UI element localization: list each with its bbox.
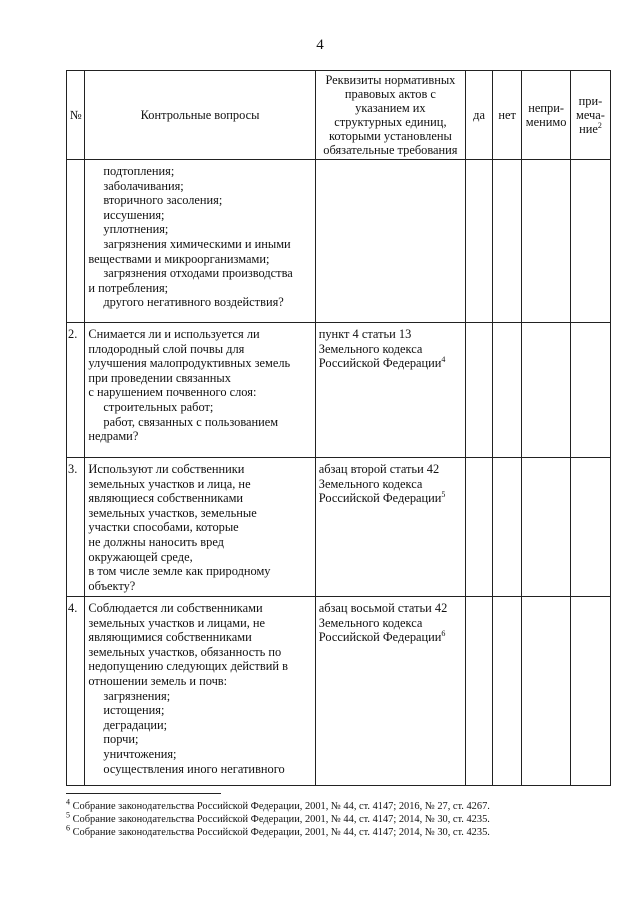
header-num: № [67, 71, 85, 160]
requisite-text: Российской Федерации [318, 630, 442, 645]
question-line: загрязнения; [103, 688, 171, 703]
answer-no-cell[interactable] [493, 597, 522, 786]
answer-no-cell[interactable] [493, 160, 522, 323]
note-cell[interactable] [570, 160, 610, 323]
header-note-line: при- [578, 94, 603, 108]
requisite-line [319, 616, 462, 631]
requisite-cell [315, 458, 465, 597]
question-line: не должны наносить вред [88, 534, 224, 549]
table-row [67, 160, 611, 323]
question-cell [85, 597, 315, 786]
question-line: объекту? [88, 578, 136, 593]
question-line: заболачивания; [103, 178, 184, 193]
requisite-text: Земельного кодекса [318, 615, 423, 630]
answer-yes-cell[interactable] [466, 458, 493, 597]
question-line: Снимается ли и используется ли [88, 327, 260, 341]
question-line: порчи; [103, 732, 139, 747]
question-line: в том числе земле как природному [88, 564, 271, 579]
question-line: плодородный слой почвы для [88, 341, 245, 356]
question-line: земельных участков, обязанность по [88, 644, 282, 659]
question-line: земельных участков и лицами, не [88, 615, 266, 630]
footnote [66, 823, 626, 839]
row-number: 3. [67, 458, 85, 597]
requisite-cell [315, 160, 465, 323]
question-line: с нарушением почвенного слоя: [88, 385, 257, 400]
footnote-text: Собрание законодательства Российской Федерации, 2001, № 44, ст. 4147; 2014, № 30, ст. 4235. [70, 827, 490, 839]
requisite-line [319, 601, 462, 616]
footnote-divider [66, 793, 221, 794]
table-row [67, 323, 611, 458]
requisite-text: абзац восьмой статьи 42 [318, 601, 448, 615]
question-line: истощения; [103, 703, 165, 718]
footnote-mark: 6 [66, 823, 70, 833]
row-number: 2. [67, 323, 85, 458]
question-line: являющимися собственниками [88, 630, 252, 645]
question-line: улучшения малопродуктивных земель [88, 356, 291, 371]
question-line: другого негативного воздействия? [103, 295, 284, 310]
question-line: отношении земель и почв: [88, 673, 228, 688]
footnote-ref: 4 [441, 355, 446, 365]
question-line: строительных работ; [103, 399, 214, 414]
header-questions: Контрольные вопросы [85, 71, 315, 160]
header-note-line [574, 122, 607, 136]
header-requisites-line: указанием их [355, 101, 426, 115]
footnote-ref: 2 [597, 120, 602, 130]
footnote [66, 797, 626, 813]
footnote-ref: 5 [441, 490, 446, 500]
answer-no-cell[interactable] [493, 323, 522, 458]
requisite-cell [315, 597, 465, 786]
footnote-mark: 4 [66, 797, 70, 807]
question-line: подтопления; [103, 164, 175, 178]
question-line: окружающей среде, [88, 549, 193, 564]
requisite-line [319, 491, 462, 506]
requisite-line [319, 356, 462, 371]
requisite-line [319, 327, 462, 342]
note-cell[interactable] [570, 597, 610, 786]
requisite-line [319, 462, 462, 477]
header-requisites-line: которыми установлены [328, 129, 452, 143]
header-na-line: менимо [525, 115, 567, 129]
question-line: вторичного засоления; [103, 193, 223, 208]
answer-yes-cell[interactable] [466, 160, 493, 323]
header-requisites [315, 71, 465, 160]
question-line: земельных участков, земельные [88, 505, 257, 520]
checklist-table [66, 70, 611, 786]
question-line: недопущению следующих действий в [88, 659, 288, 674]
header-requisites-line: структурных единиц, [334, 115, 447, 129]
question-line: земельных участков и лица, не [88, 476, 251, 491]
row-number: 4. [67, 597, 85, 786]
footnote-ref: 6 [441, 629, 446, 639]
question-line: участки способами, которые [88, 520, 239, 535]
table-header-row [67, 71, 611, 160]
question-cell [85, 160, 315, 323]
header-na-line: непри- [528, 101, 564, 115]
question-line: Соблюдается ли собственниками [88, 601, 263, 615]
question-line: Используют ли собственники [88, 462, 245, 476]
question-line: являющиеся собственниками [88, 491, 244, 506]
question-line: иссушения; [103, 207, 165, 222]
question-line: уничтожения; [103, 746, 177, 761]
header-note [570, 71, 610, 160]
question-cell [85, 458, 315, 597]
requisite-text: Российской Федерации [318, 356, 442, 371]
table-row [67, 458, 611, 597]
table-row [67, 597, 611, 786]
page-number: 4 [316, 37, 324, 53]
answer-na-cell[interactable] [522, 597, 571, 786]
answer-no-cell[interactable] [493, 458, 522, 597]
note-cell[interactable] [570, 323, 610, 458]
answer-na-cell[interactable] [522, 160, 571, 323]
footnote [66, 810, 626, 826]
question-cell [85, 323, 315, 458]
question-line: деградации; [103, 717, 168, 732]
header-requisites-line: правовых актов с [344, 87, 436, 101]
requisite-line [319, 477, 462, 492]
requisite-line [319, 630, 462, 645]
question-line: уплотнения; [103, 222, 169, 237]
question-line: загрязнения отходами производства [103, 266, 293, 281]
footnote-text: Собрание законодательства Российской Федерации, 2001, № 44, ст. 4147; 2016, № 27, ст. 4267. [70, 801, 490, 812]
note-cell[interactable] [570, 458, 610, 597]
header-note-text: ние [579, 122, 598, 136]
requisite-cell [315, 323, 465, 458]
answer-na-cell[interactable] [522, 323, 571, 458]
header-yes: да [466, 71, 493, 160]
answer-yes-cell[interactable] [466, 323, 493, 458]
requisite-text: Земельного кодекса [318, 341, 423, 356]
question-line: осуществления иного негативного [103, 761, 285, 776]
requisite-text: абзац второй статьи 42 [318, 462, 440, 476]
header-requisites-line: Реквизиты нормативных [325, 73, 456, 87]
header-requisites-line: обязательные требования [323, 143, 458, 157]
header-note-line: меча- [576, 108, 605, 122]
question-line: недрами? [88, 429, 139, 444]
header-not-applicable [522, 71, 571, 160]
requisite-text: Российской Федерации [318, 491, 442, 506]
answer-na-cell[interactable] [522, 458, 571, 597]
question-line: веществами и микроорганизмами; [88, 251, 270, 266]
question-line: работ, связанных с пользованием [103, 414, 279, 429]
footnotes [66, 797, 626, 840]
question-line: при проведении связанных [88, 370, 231, 385]
footnote-text: Собрание законодательства Российской Федерации, 2001, № 44, ст. 4147; 2014, № 30, ст. 4235. [70, 814, 490, 826]
requisite-line [319, 342, 462, 357]
footnote-mark: 5 [66, 810, 70, 820]
answer-yes-cell[interactable] [466, 597, 493, 786]
row-number [67, 160, 85, 323]
question-line: и потребления; [88, 280, 169, 295]
header-no: нет [493, 71, 522, 160]
requisite-text: пункт 4 статьи 13 [318, 327, 412, 341]
question-line: загрязнения химическими и иными [103, 236, 291, 251]
requisite-text: Земельного кодекса [318, 476, 423, 491]
